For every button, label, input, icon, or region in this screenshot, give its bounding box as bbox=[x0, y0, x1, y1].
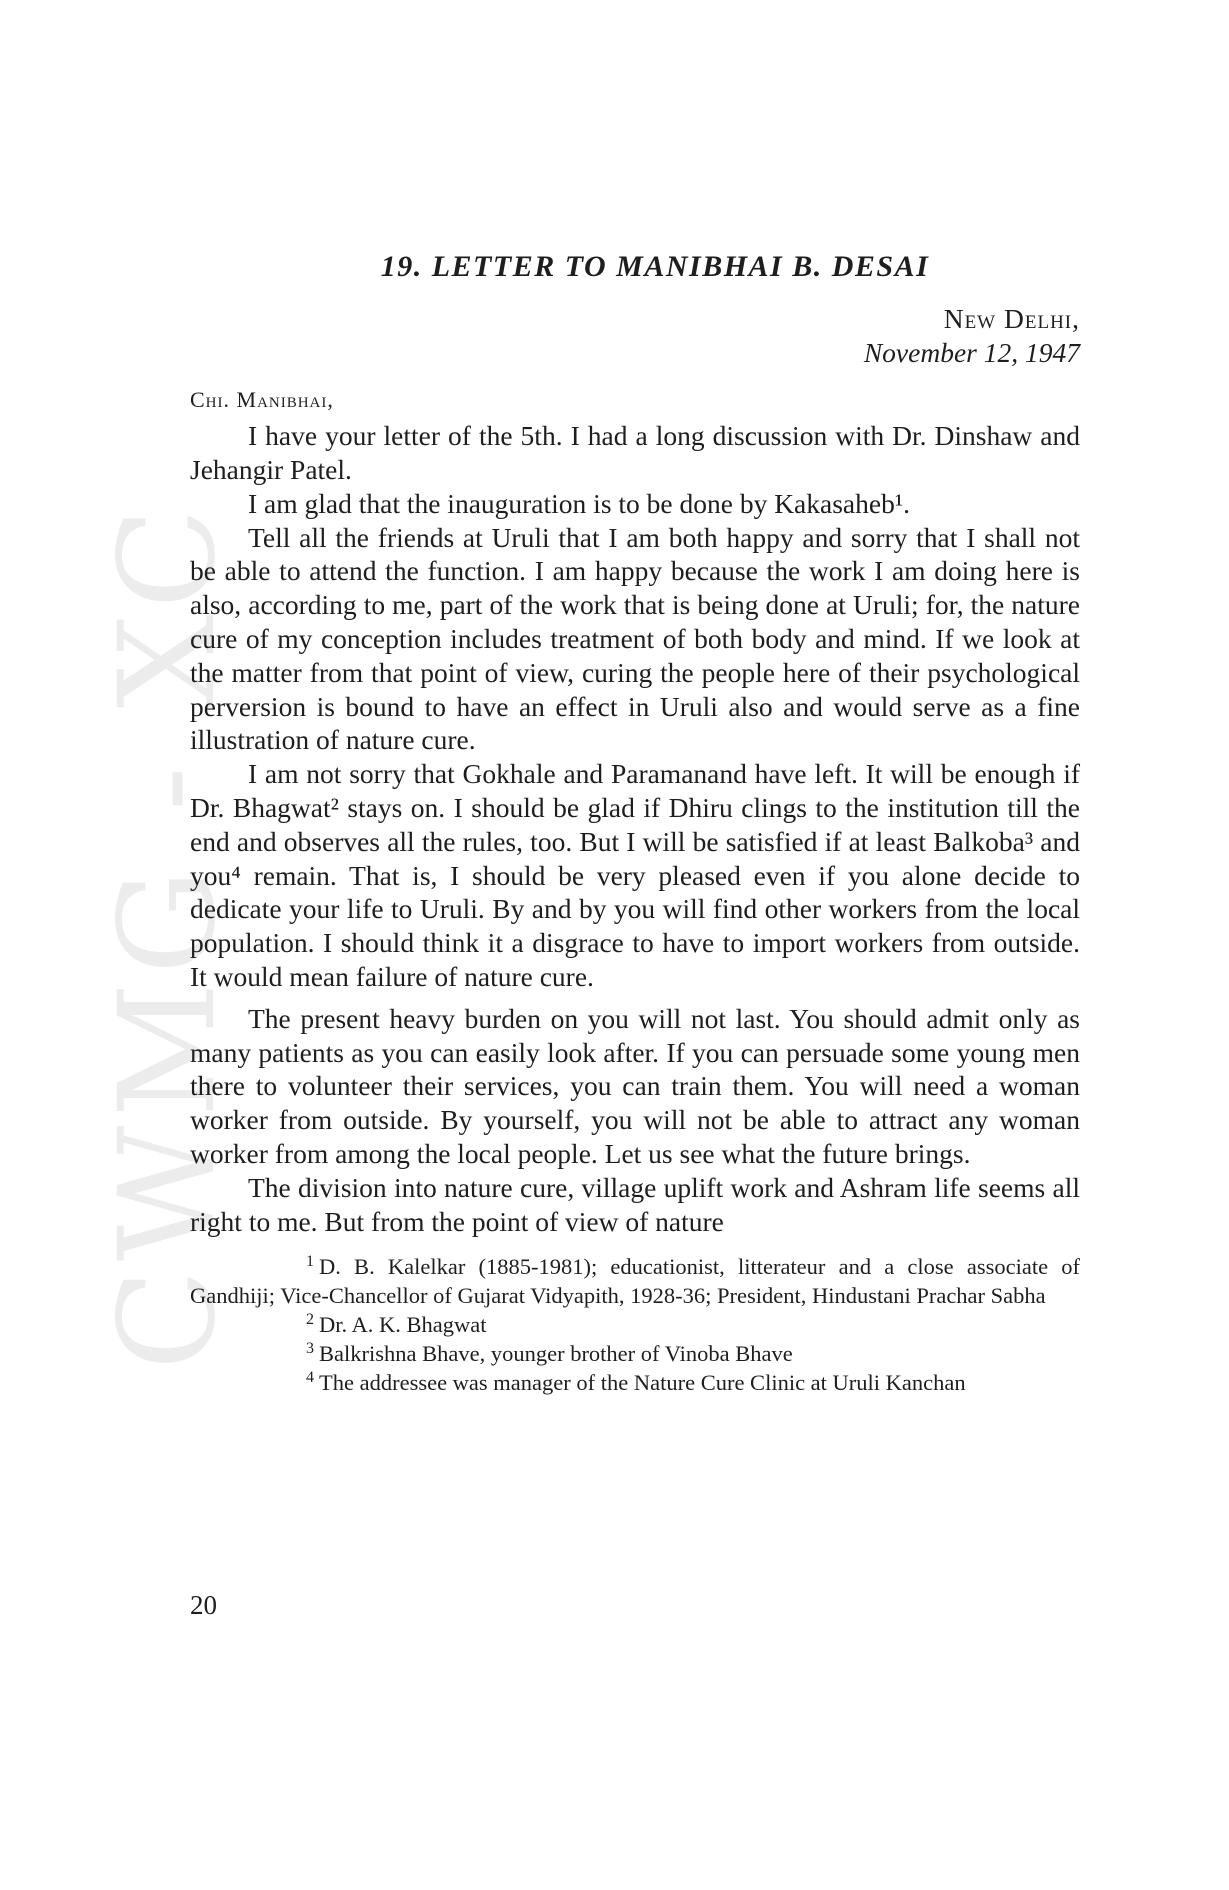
body-paragraph-3: Tell all the friends at Uruli that I am both happy and sorry that I shall not be able to attend the function. I am happy because the work I am doing here is also, according to me, part of the work that is being done at Uruli; for, the nature cure of my conception includes treatment of both body and mind. If we look at the matter from that point of view, curing the people here of their psychological perversion is bound to have an effect in Uruli also and would serve as a fine illustration of nature cure. bbox=[190, 521, 1080, 756]
letter-title: 19. LETTER TO MANIBHAI B. DESAI bbox=[380, 250, 930, 283]
letter-place: New Delhi, bbox=[943, 302, 1080, 334]
page-number: 20 bbox=[190, 1590, 217, 1620]
body-paragraph-5: The present heavy burden on you will not last. You should admit only as many patients as you can easily look after. If you can persuade some young men there to volunteer their services, you can train them. You will need a woman worker from outside. By yourself, you will not be able to attract any woman worker from among the local people. Let us see what the future brings. bbox=[190, 1002, 1080, 1169]
footnote-text: Balkrishna Bhave, younger brother of Vinoba Bhave bbox=[319, 1341, 793, 1367]
footnote-text: The addressee was manager of the Nature Cure Clinic at Uruli Kanchan bbox=[319, 1370, 966, 1396]
footnote-4: 4 The addressee was manager of the Nature Cure Clinic at Uruli Kanchan bbox=[306, 1368, 966, 1396]
letter-date: November 12, 1947 bbox=[863, 336, 1080, 368]
body-paragraph-1: I have your letter of the 5th. I had a long discussion with Dr. Dinshaw and Jehangir Patel. bbox=[190, 420, 1080, 485]
footnote-text: Dr. A. K. Bhagwat bbox=[319, 1312, 487, 1338]
footnote-1: 1 D. B. Kalelkar (1885-1981); educationist, litterateur and a close associate of Gandhiji; Vice-Chancellor of Gujarat Vidyapith, 1928-36; President, Hindustani Prachar Sabha bbox=[190, 1252, 1080, 1309]
footnotes bbox=[190, 1252, 1080, 1397]
body-paragraph-4: I am not sorry that Gokhale and Paramanand have left. It will be enough if Dr. Bhagwat² stays on. I should be glad if Dhiru clings to the institution till the end and observes all the rules, too. But I will be satisfied if at least Balkoba³ and you⁴ remain. That is, I should be very pleased even if you alone decide to dedicate your life to Uruli. By and by you will find other workers from the local population. I should think it a disgrace to have to import workers from outside. It would mean failure of nature cure. bbox=[190, 758, 1080, 992]
watermark-text: CWMG - XC bbox=[91, 499, 245, 1371]
body-paragraph-6: The division into nature cure, village uplift work and Ashram life seems all right to me. But from the point of view of nature bbox=[190, 1171, 1080, 1237]
body-paragraph-2: I am glad that the inauguration is to be done by Kakasaheb¹. bbox=[248, 487, 910, 519]
footnote-2: 2 Dr. A. K. Bhagwat bbox=[306, 1310, 487, 1338]
salutation: Chi. Manibhai, bbox=[190, 387, 334, 413]
document-page bbox=[190, 250, 1080, 1397]
footnote-3: 3 Balkrishna Bhave, younger brother of Vinoba Bhave bbox=[306, 1339, 793, 1367]
footnote-text: D. B. Kalelkar (1885-1981); educationist, litterateur and a close associate of Gandhiji; Vice-Chancellor of Gujarat Vidyapith, 1928-36; President, Hindustani Prachar Sabha bbox=[190, 1254, 1080, 1309]
